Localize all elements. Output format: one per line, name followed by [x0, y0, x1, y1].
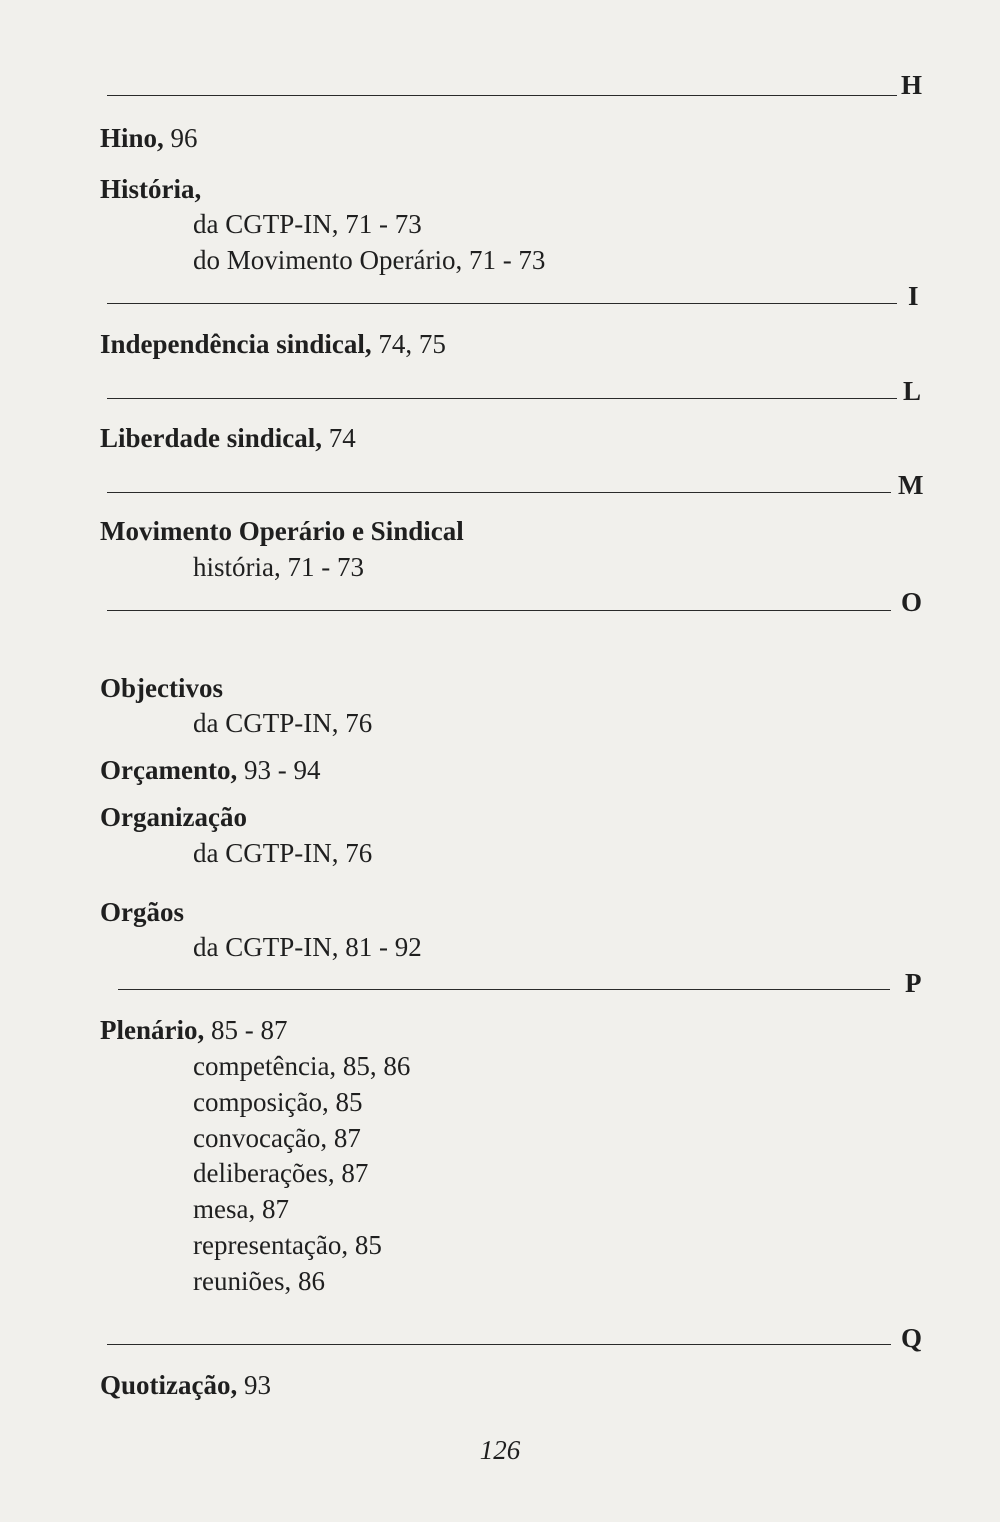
section-rule-m [107, 492, 891, 493]
index-entry-hino: Hino, 96 [100, 123, 198, 153]
section-letter-m: M [898, 470, 924, 500]
index-entry-quotizacao: Quotização, 93 [100, 1370, 271, 1400]
index-subentry: composição, 85 [193, 1087, 363, 1117]
index-subentry: do Movimento Operário, 71 - 73 [193, 245, 546, 275]
index-subentry: representação, 85 [193, 1230, 382, 1260]
section-letter-q: Q [901, 1323, 923, 1353]
index-entry-orcamento: Orçamento, 93 - 94 [100, 755, 321, 785]
section-letter-o: O [901, 587, 923, 617]
section-letter-i: I [908, 281, 919, 311]
section-rule-h [107, 95, 897, 96]
index-subentry: da CGTP-IN, 71 - 73 [193, 209, 422, 239]
section-rule-o [107, 610, 891, 611]
index-entry-organizacao: Organização [100, 802, 247, 832]
index-entry-movimento: Movimento Operário e Sindical [100, 516, 464, 546]
index-entry-independencia: Independência sindical, 74, 75 [100, 329, 446, 359]
index-entry-historia: História, [100, 174, 202, 204]
index-subentry: da CGTP-IN, 81 - 92 [193, 932, 422, 962]
section-letter-h: H [901, 70, 923, 100]
section-rule-i [107, 303, 897, 304]
section-letter-l: L [903, 376, 922, 406]
index-subentry: mesa, 87 [193, 1194, 289, 1224]
index-subentry: competência, 85, 86 [193, 1051, 411, 1081]
index-subentry: convocação, 87 [193, 1123, 361, 1153]
section-rule-q [107, 1344, 891, 1345]
index-entry-objectivos: Objectivos [100, 673, 223, 703]
index-entry-plenario: Plenário, 85 - 87 [100, 1015, 288, 1045]
index-subentry: história, 71 - 73 [193, 552, 364, 582]
section-rule-l [107, 398, 897, 399]
index-subentry: da CGTP-IN, 76 [193, 838, 373, 868]
index-entry-orgaos: Orgãos [100, 897, 184, 927]
index-subentry: reuniões, 86 [193, 1266, 325, 1296]
index-subentry: da CGTP-IN, 76 [193, 708, 373, 738]
index-entry-liberdade: Liberdade sindical, 74 [100, 423, 356, 453]
index-subentry: deliberações, 87 [193, 1158, 369, 1188]
section-letter-p: P [905, 968, 922, 998]
section-rule-p [118, 989, 890, 990]
page-number: 126 [479, 1435, 521, 1465]
